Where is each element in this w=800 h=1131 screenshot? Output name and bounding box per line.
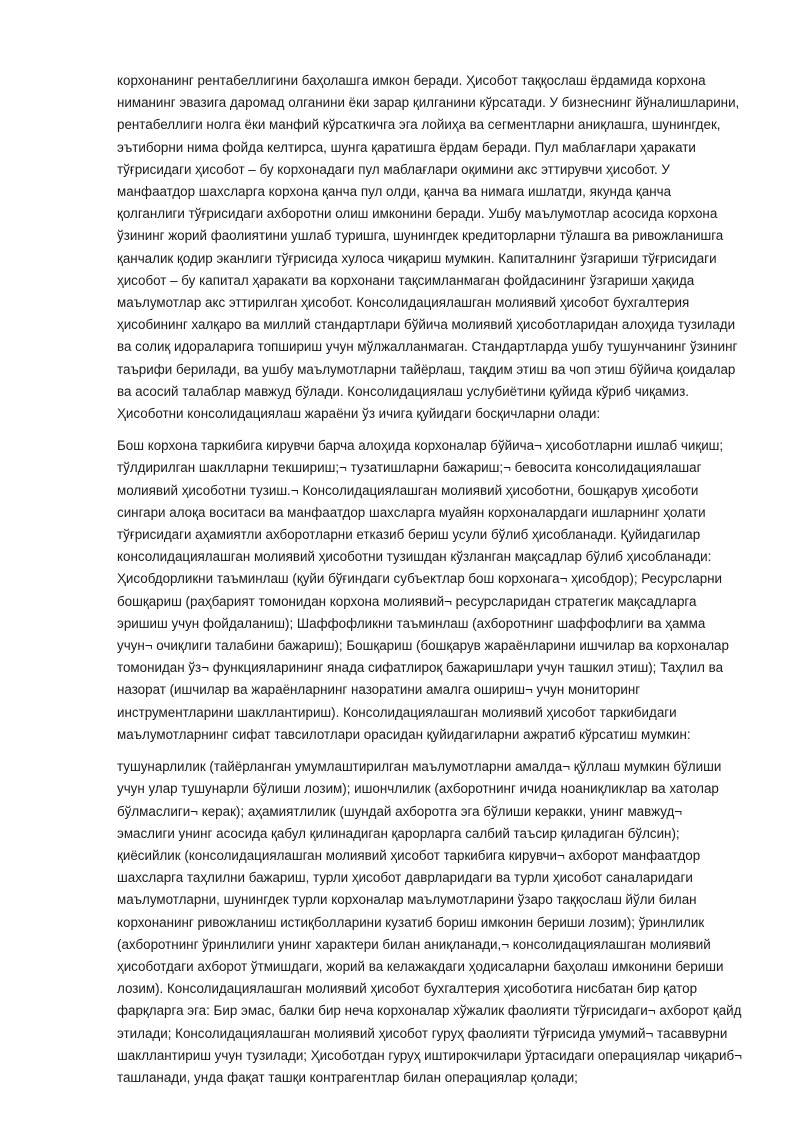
document-page — [117, 70, 742, 1099]
body-paragraph-1: корхонанинг рентабеллигини баҳолашга имкон беради. Ҳисобот таққослаш ёрдамида корхона ниманинг эвазига даромад олганини ёки зарар қилганини кўрсатади. У бизнеснинг йўналишларини, рентабеллиги нолга ёки манфий кўрсаткичга эга лойиҳа ва сегментларни аниқлашга, шунингдек, эътиборни нима фойда келтирса, шунга қаратишга ёрдам беради. Пул маблағлари ҳаракати тўғрисидаги ҳисобот – бу корхонадаги пул маблағлари оқимини акс эттирувчи ҳисобот. У манфаатдор шахсларга корхона қанча пул олди, қанча ва нимага ишлатди, якунда қанча қолганлиги тўғрисидаги ахборотни олиш имконини беради. Ушбу маълумотлар асосида корхона ўзининг жорий фаолиятини ушлаб туришга, шунингдек кредиторларни тўлашга ва ривожланишга қанчалик қодир эканлиги тўғрисида хулоса чиқариш мумкин. Капиталнинг ўзгариши тўғрисидаги ҳисобот – бу капитал ҳаракати ва корхонани тақсимланмаган фойдасининг ўзгариши ҳақида маълумотлар акс эттирилган ҳисобот. Консолидациялашган молиявий ҳисобот бухгалтерия ҳисобининг халқаро ва миллий стандартлари бўйича молиявий ҳисоботларидан алоҳида тузилади ва солиқ идораларига топшириш учун мўлжалланмаган. Стандартларда ушбу тушунчанинг ўзининг таърифи берилади, ва ушбу маълумотларни тайёрлаш, тақдим этиш ва чоп этиш бўйича қоидалар ва асосий талаблар мавжуд бўлади. Консолидациялаш услубиётини қуйида кўриб чиқамиз. Ҳисоботни консолидациялаш жараёни ўз ичига қуйидаги босқичларни олади: — [117, 73, 740, 422]
body-paragraph-3: тушунарлилик (тайёрланган умумлаштирилган маълумотларни амалда¬ қўллаш мумкин бўлиши учун улар тушунарли бўлиши лозим); ишончлилик (ахборотнинг ичида ноаниқликлар ва хатолар бўлмаслиги¬ керак); аҳамиятлилик (шундай ахборотга эга бўлиши керакки, унинг мавжуд¬ эмаслиги унинг асосида қабул қилинадиган қарорларга салбий таъсир қиладиган бўлсин); қиёсийлик (консолидациялашган молиявий ҳисобот таркибига кирувчи¬ ахборот манфаатдор шахсларга таҳлилни бажариш, турли ҳисобот даврларидаги ва турли ҳисобот саналаридаги маълумотларни, шунингдек турли корхоналар маълумотларини ўзаро таққослаш йўли билан корхонанинг ривожланиш истиқболларини кузатиб бориш имконин бериши лозим); ўринлилик (ахборотнинг ўринлилиги унинг характери билан аниқланади,¬ консолидациялашган молиявий ҳисоботдаги ахборот ўтмишдаги, жорий ва келажакдаги ҳодисаларни баҳолаш имконини бериши лозим). Консолидациялашган молиявий ҳисобот бухгалтерия ҳисоботига нисбатан бир қатор фарқларга эга: Бир эмас, балки бир неча корхоналар хўжалик фаолияти тўғрисидаги¬ ахборот қайд этилади; Консолидациялашган молиявий ҳисобот гуруҳ фаолияти тўғрисида умумий¬ тасаввурни шакллантириш учун тузилади; Ҳисоботдан гуруҳ иштирокчилари ўртасидаги операциялар чиқариб¬ ташланади, унда фақат ташқи контрагентлар билан операциялар қолади; — [117, 759, 742, 1085]
body-paragraph-2: Бош корхона таркибига кирувчи барча алоҳида корхоналар бўйича¬ ҳисоботларни ишлаб чиқиш; тўлдирилган шаклларни текшириш;¬ тузатишларни бажариш;¬ бевосита консолидациялашаг молиявий ҳисоботни тузиш.¬ Консолидациялашган молиявий ҳисоботни, бошқарув ҳисоботи сингари алоқа воситаси ва манфаатдор шахсларга муайян корхоналардаги ишларнинг ҳолати тўғрисидаги аҳамиятли ахборотларни етказиб бериш усули бўлиб ҳисобланади. Қуйидагилар консолидациялашган молиявий ҳисоботни тузишдан кўзланган мақсадлар бўлиб ҳисобланади: Ҳисобдорликни таъминлаш (қуйи бўғиндаги субъектлар бош корхонага¬ ҳисобдор); Ресурсларни бошқариш (раҳбарият томонидан корхона молиявий¬ ресурсларидан стратегик мақсадларга эришиш учун фойдаланиш); Шаффофликни таъминлаш (ахборотнинг шаффофлиги ва ҳамма учун¬ очиқлиги талабини бажариш); Бошқариш (бошқарув жараёнларини ишчилар ва корхоналар томонидан ўз¬ функцияларининг янада сифатлироқ бажаришлари учун ташкил этиш); Таҳлил ва назорат (ишчилар ва жараёнларнинг назоратини амалга ошириш¬ учун мониторинг инструментларини шакллантириш). Консолидациялашган молиявий ҳисобот таркибидаги маълумотларнинг сифат тавсилотлари орасидан қуйидагиларни ажратиб кўрсатиш мумкин: — [117, 438, 729, 742]
